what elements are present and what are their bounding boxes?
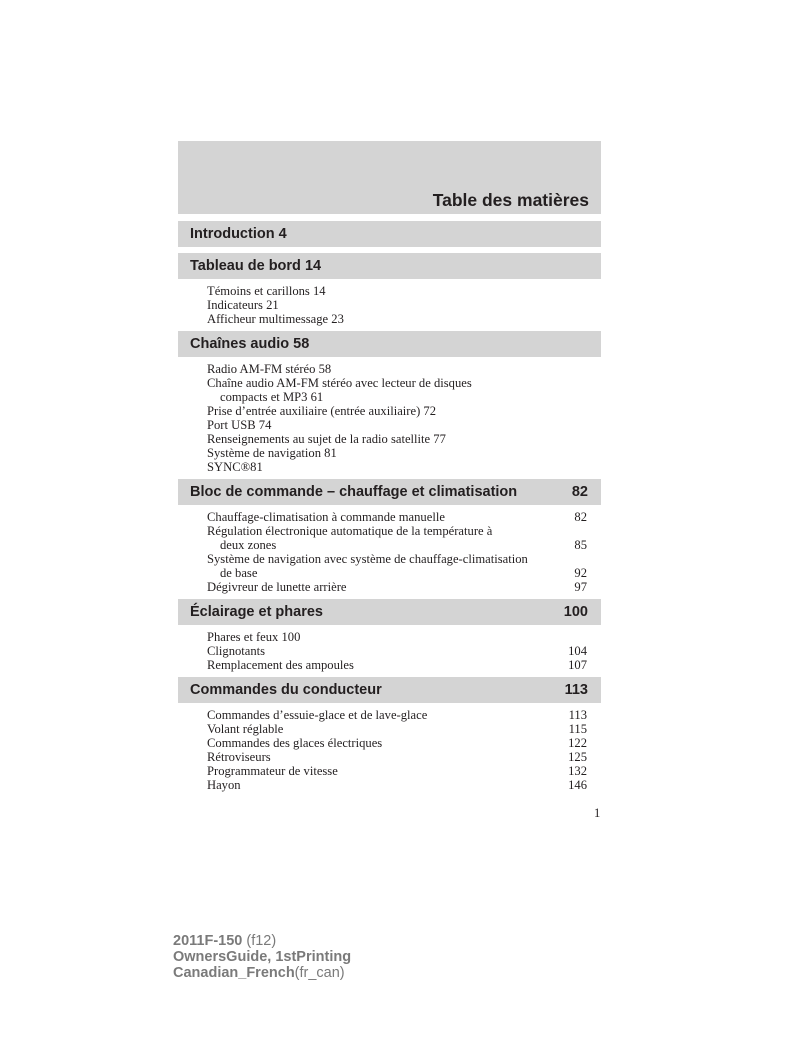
toc-entry-page: 107 [568, 658, 587, 672]
section-heading[interactable] [178, 221, 601, 247]
toc-entry-page: 113 [568, 708, 587, 722]
toc-entry-page: 115 [568, 722, 587, 736]
footer-code: (f12) [242, 933, 277, 949]
toc-entry-text[interactable]: Volant réglable [207, 722, 284, 736]
toc-entry-text[interactable]: Afficheur multimessage 23 [207, 312, 344, 326]
toc-entry-text[interactable]: Prise d’entrée auxiliaire (entrée auxiliaire) 72 [207, 404, 437, 418]
page-number: 1 [594, 806, 601, 820]
toc-entry[interactable] [178, 552, 601, 566]
footer-language: Canadian_French [173, 965, 295, 981]
footer-guide: OwnersGuide, 1stPrinting [173, 949, 352, 965]
toc-entry-page: 122 [568, 736, 587, 750]
section-title[interactable]: Tableau de bord 14 [190, 258, 322, 274]
toc-entry[interactable] [178, 376, 601, 390]
toc-entry-text[interactable]: compacts et MP3 61 [220, 390, 324, 404]
toc-entry[interactable] [178, 404, 601, 418]
toc-entry-page: 92 [574, 566, 587, 580]
section-title[interactable]: Introduction 4 [190, 226, 287, 242]
toc-entry-page: 97 [574, 580, 587, 594]
toc-entry[interactable] [178, 510, 601, 524]
toc-entry-text[interactable]: deux zones [220, 538, 277, 552]
toc-entry[interactable] [178, 418, 601, 432]
toc-entry[interactable] [178, 362, 601, 376]
toc-entry[interactable] [178, 722, 601, 736]
toc-entry-text[interactable]: Dégivreur de lunette arrière [207, 580, 347, 594]
toc-entry-text[interactable]: de base [220, 566, 258, 580]
toc-entry[interactable] [178, 764, 601, 778]
toc-entry-page: 104 [568, 644, 587, 658]
table-of-contents [178, 221, 601, 797]
toc-entry-text[interactable]: Hayon [207, 778, 241, 792]
footer-locale: (fr_can) [294, 965, 345, 981]
section-heading[interactable] [178, 479, 601, 505]
toc-entry-page: 82 [574, 510, 587, 524]
toc-entry[interactable] [178, 778, 601, 792]
toc-entry-text[interactable]: Témoins et carillons 14 [207, 284, 326, 298]
toc-entry-text[interactable]: Radio AM-FM stéréo 58 [207, 362, 332, 376]
toc-entry[interactable] [178, 566, 601, 580]
toc-entry[interactable] [178, 644, 601, 658]
toc-entry-text[interactable]: Chauffage-climatisation à commande manuelle [207, 510, 445, 524]
toc-entry[interactable] [178, 390, 601, 404]
toc-entry-text[interactable]: Phares et feux 100 [207, 630, 301, 644]
toc-entry[interactable] [178, 736, 601, 750]
toc-entry[interactable] [178, 446, 601, 460]
page-title: Table des matières [432, 190, 589, 210]
footer-model: 2011F-150 [173, 933, 243, 949]
footer [173, 933, 351, 981]
section-entries [178, 279, 601, 331]
toc-entry[interactable] [178, 460, 601, 474]
toc-entry[interactable] [178, 298, 601, 312]
section-heading[interactable] [178, 253, 601, 279]
toc-entry[interactable] [178, 750, 601, 764]
toc-entry-text[interactable]: Commandes des glaces électriques [207, 736, 383, 750]
section-page: 113 [564, 682, 588, 698]
toc-entry-text[interactable]: Chaîne audio AM-FM stéréo avec lecteur de disques [207, 376, 472, 390]
header-band [178, 141, 601, 214]
section-page: 100 [563, 604, 588, 620]
toc-entry-text[interactable]: Port USB 74 [207, 418, 272, 432]
toc-entry-page: 146 [568, 778, 587, 792]
toc-entry-text[interactable]: Système de navigation avec système de chauffage-climatisation [207, 552, 528, 566]
toc-entry-text[interactable]: Régulation électronique automatique de la température à [207, 524, 493, 538]
section-entries [178, 625, 601, 677]
toc-entry-text[interactable]: Clignotants [207, 644, 266, 658]
toc-entry-text[interactable]: Renseignements au sujet de la radio satellite 77 [207, 432, 446, 446]
toc-entry[interactable] [178, 580, 601, 594]
section-entries [178, 505, 601, 599]
toc-entry-text[interactable]: Programmateur de vitesse [207, 764, 338, 778]
toc-entry[interactable] [178, 658, 601, 672]
section-title[interactable]: Éclairage et phares [190, 604, 323, 620]
toc-entry-text[interactable]: SYNC®81 [207, 460, 263, 474]
toc-entry-page: 125 [568, 750, 587, 764]
toc-entry[interactable] [178, 432, 601, 446]
toc-entry-text[interactable]: Système de navigation 81 [207, 446, 337, 460]
section-entries [178, 357, 601, 479]
section-entries [178, 703, 601, 797]
section-title[interactable]: Bloc de commande – chauffage et climatisation [190, 484, 518, 500]
toc-entry[interactable] [178, 708, 601, 722]
toc-entry[interactable] [178, 538, 601, 552]
toc-entry[interactable] [178, 312, 601, 326]
section-page: 82 [571, 484, 588, 500]
toc-entry-text[interactable]: Indicateurs 21 [207, 298, 279, 312]
toc-entry-page: 85 [574, 538, 587, 552]
toc-entry-page: 132 [568, 764, 587, 778]
toc-entry[interactable] [178, 284, 601, 298]
toc-entry-text[interactable]: Remplacement des ampoules [207, 658, 354, 672]
section-title[interactable]: Chaînes audio 58 [190, 336, 310, 352]
toc-entry-text[interactable]: Commandes d’essuie-glace et de lave-glace [207, 708, 428, 722]
section-heading[interactable] [178, 677, 601, 703]
section-heading[interactable] [178, 331, 601, 357]
section-heading[interactable] [178, 599, 601, 625]
toc-entry-text[interactable]: Rétroviseurs [207, 750, 271, 764]
toc-entry[interactable] [178, 524, 601, 538]
section-title[interactable]: Commandes du conducteur [190, 682, 382, 698]
toc-entry[interactable] [178, 630, 601, 644]
